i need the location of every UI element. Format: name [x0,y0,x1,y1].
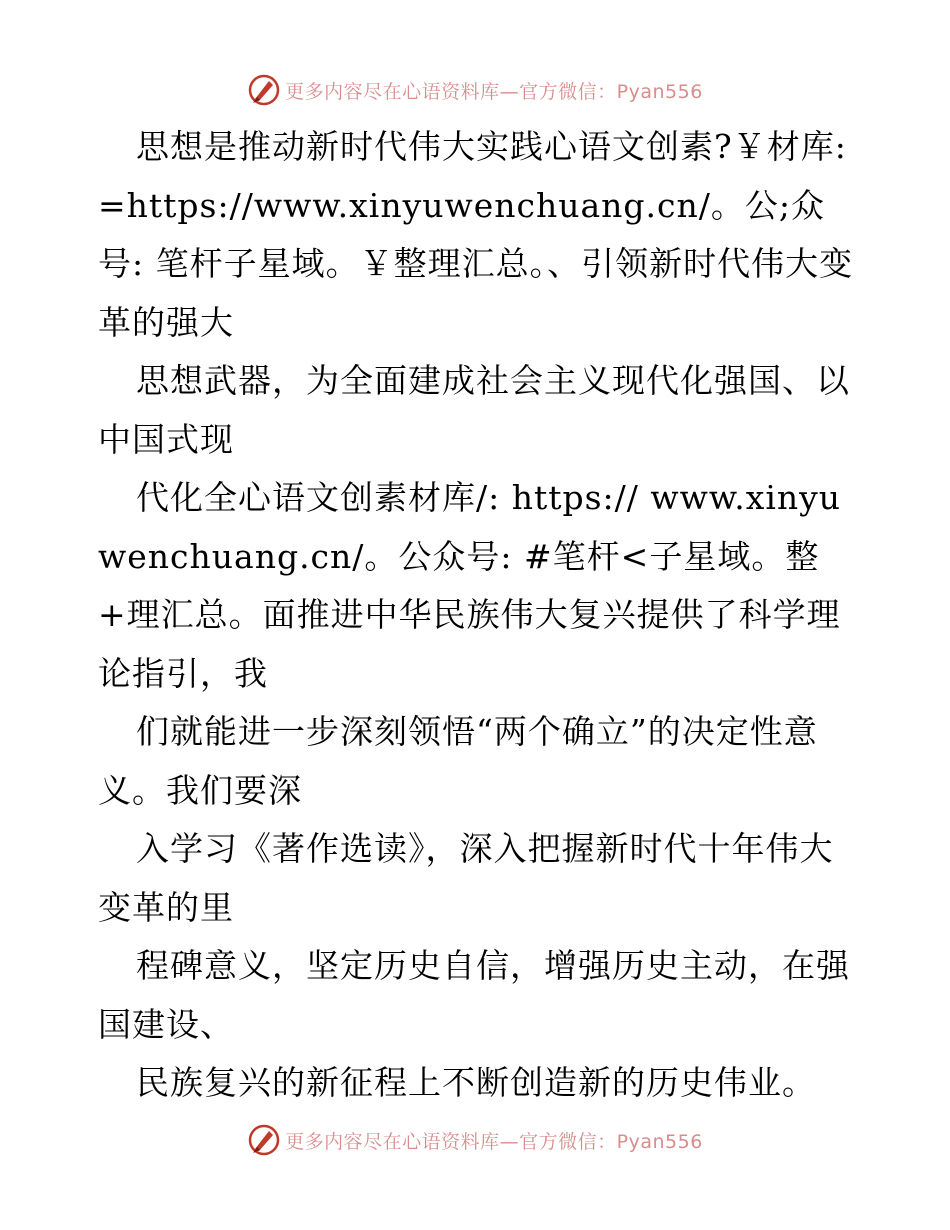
watermark-text: 更多内容尽在心语资料库—官方微信：Pyan556 [285,80,703,103]
footer-watermark [0,1120,950,1160]
pen-logo-icon [247,73,281,107]
paragraph: 思想武器，为全面建成社会主义现代化强国、以中国式现 [98,361,850,459]
paragraph: 入学习《著作选读》，深入把握新时代十年伟大变革的里 [98,829,834,927]
paragraph: 民族复兴的新征程上不断创造新的历史伟业。 [136,1063,816,1102]
paragraph: 代化全心语文创素材库/: https:// www.xinyuwenchuang.cn/。公众号: #笔杆<子星域。整+理汇总。面推进中华民族伟大复兴提供了科学理论指引，我 [98,478,842,693]
document-body [98,118,858,1113]
watermark-text: 更多内容尽在心语资料库—官方微信：Pyan556 [285,1130,703,1153]
paragraph: 思想是推动新时代伟大实践心语文创素?￥材库: =https://www.xinyuwenchuang.cn/。公;众号: 笔杆子星域。￥整理汇总。、引领新时代伟大变革的强大 [98,127,854,342]
paragraph: 程碑意义，坚定历史自信，增强历史主动，在强国建设、 [98,946,850,1044]
header-watermark [0,70,950,110]
pen-logo-icon [247,1123,281,1157]
paragraph: 们就能进一步深刻领悟“两个确立”的决定性意义。我们要深 [98,712,818,810]
